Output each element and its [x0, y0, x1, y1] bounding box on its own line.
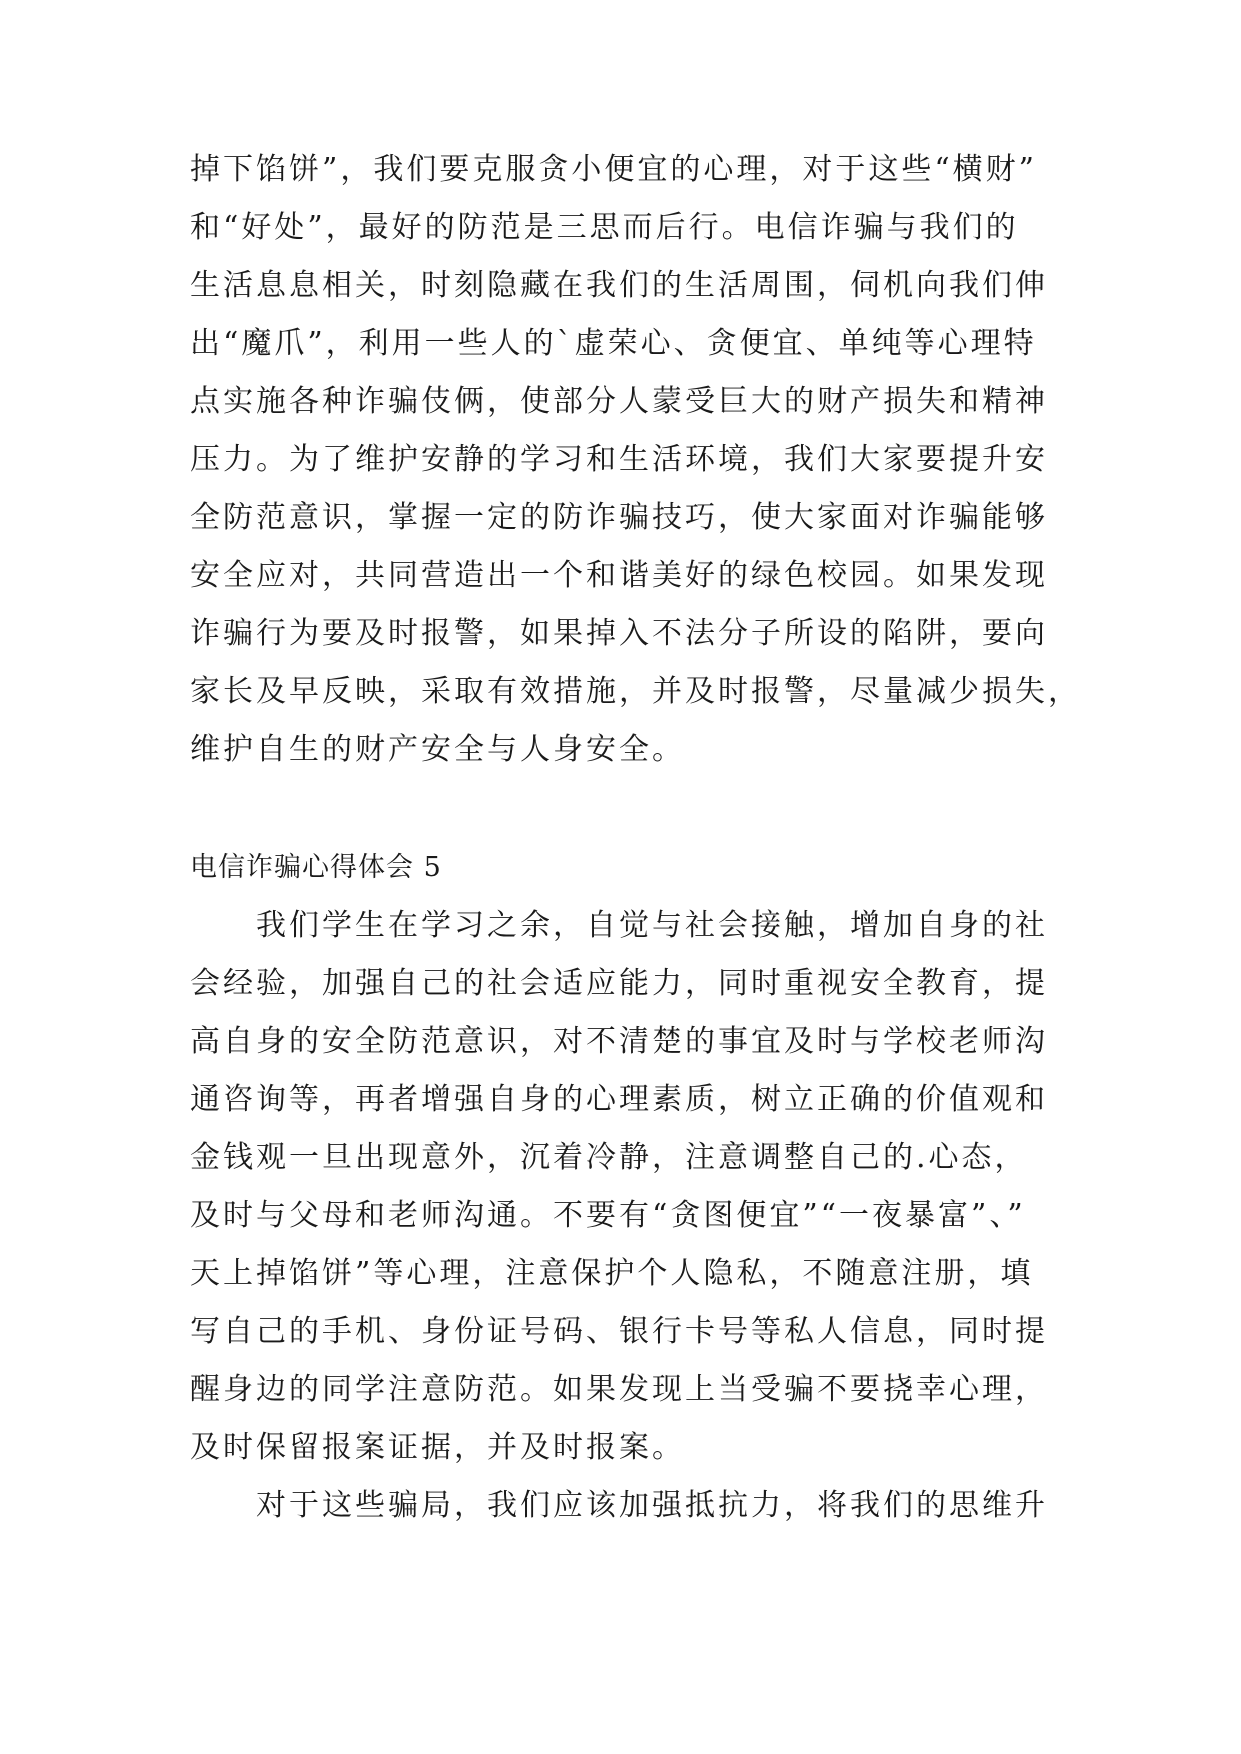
paragraph-line: 生活息息相关，时刻隐藏在我们的生活周围，伺机向我们伸 — [190, 268, 1048, 303]
paragraph-line: 写自己的手机、身份证号码、银行卡号等私人信息，同时提 — [190, 1314, 1048, 1349]
paragraph-line: 醒身边的同学注意防范。如果发现上当受骗不要挠幸心理， — [190, 1372, 1048, 1407]
paragraph-line: 压力。为了维护安静的学习和生活环境，我们大家要提升安 — [190, 442, 1048, 477]
paragraph-line: 出“魔爪”，利用一些人的`虚荣心、贪便宜、单纯等心理特 — [190, 326, 1037, 361]
paragraph-line: 掉下馅饼”，我们要克服贪小便宜的心理，对于这些“横财” — [190, 152, 1038, 187]
paragraph-line: 会经验，加强自己的社会适应能力，同时重视安全教育，提 — [190, 966, 1048, 1001]
paragraph-line: 维护自生的财产安全与人身安全。 — [190, 732, 685, 767]
paragraph-line: 我们学生在学习之余，自觉与社会接触，增加自身的社 — [190, 908, 1048, 943]
paragraph-line: 及时与父母和老师沟通。不要有“贪图便宜”“一夜暴富”、” — [190, 1198, 1026, 1233]
paragraph-line: 和“好处”，最好的防范是三思而后行。电信诈骗与我们的 — [190, 210, 1019, 245]
paragraph-line: 家长及早反映，采取有效措施，并及时报警，尽量减少损失， — [190, 674, 1081, 709]
paragraph-line: 高自身的安全防范意识，对不清楚的事宜及时与学校老师沟 — [190, 1024, 1048, 1059]
paragraph-line: 诈骗行为要及时报警，如果掉入不法分子所设的陷阱，要向 — [190, 616, 1048, 651]
paragraph-line: 安全应对，共同营造出一个和谐美好的绿色校园。如果发现 — [190, 558, 1048, 593]
paragraph-line: 对于这些骗局，我们应该加强抵抗力，将我们的思维升 — [190, 1488, 1048, 1523]
paragraph-line: 金钱观一旦出现意外，沉着冷静，注意调整自己的.心态， — [190, 1140, 1028, 1175]
paragraph-line: 点实施各种诈骗伎俩，使部分人蒙受巨大的财产损失和精神 — [190, 384, 1048, 419]
paragraph-line: 天上掉馅饼”等心理，注意保护个人隐私，不随意注册，填 — [190, 1256, 1034, 1291]
paragraph-line: 及时保留报案证据，并及时报案。 — [190, 1430, 685, 1465]
section-heading: 电信诈骗心得体会 5 — [190, 852, 442, 883]
paragraph-line: 全防范意识，掌握一定的防诈骗技巧，使大家面对诈骗能够 — [190, 500, 1048, 535]
paragraph-line: 通咨询等，再者增强自身的心理素质，树立正确的价值观和 — [190, 1082, 1048, 1117]
